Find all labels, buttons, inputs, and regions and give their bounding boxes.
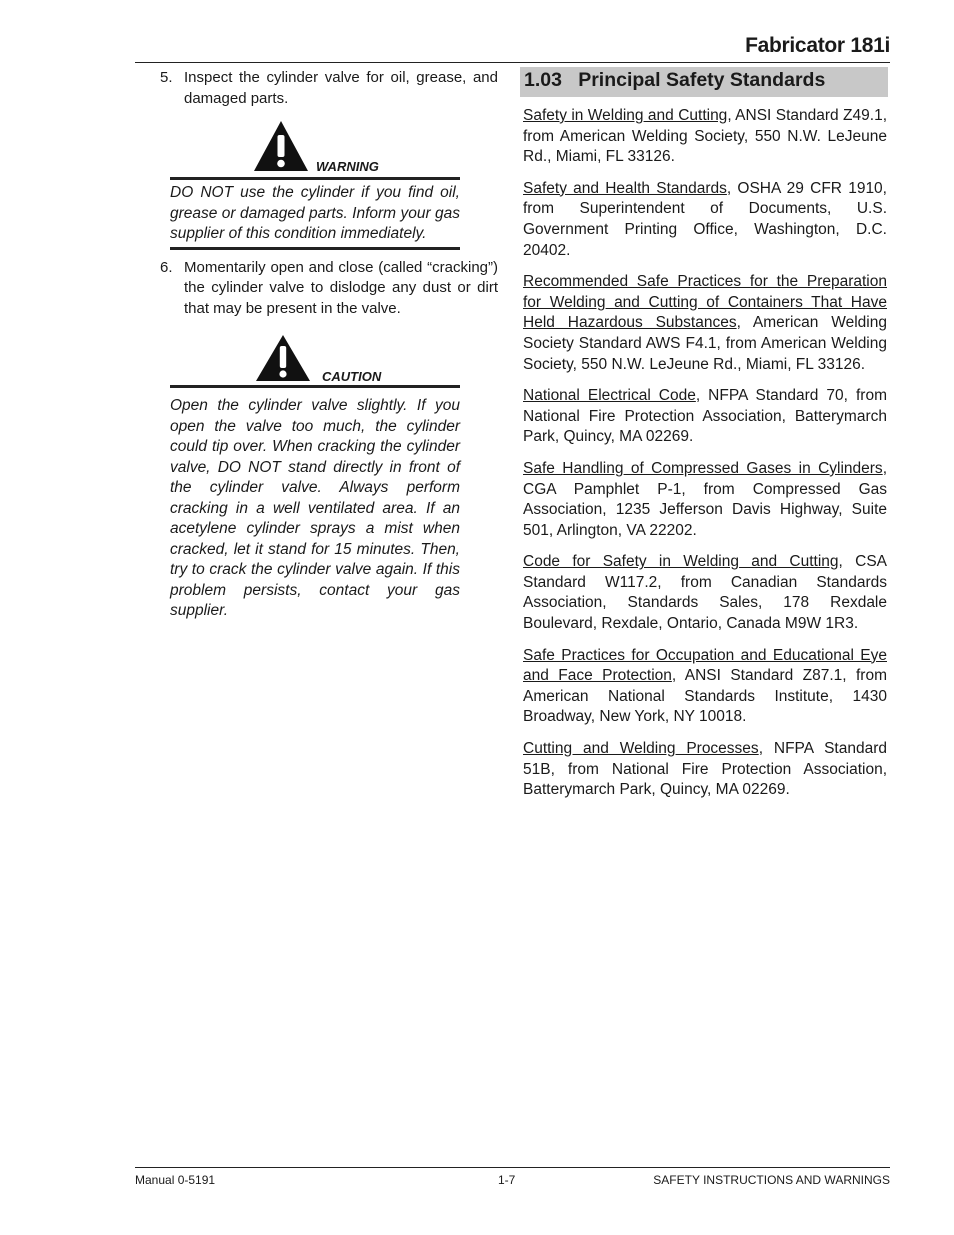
standard-reference [523, 272, 887, 375]
standards-list [523, 106, 887, 812]
standard-reference [523, 386, 887, 448]
step-text: Inspect the cylinder valve for oil, grease, and damaged parts. [184, 69, 498, 107]
step-number: 5. [160, 69, 173, 86]
warning-bottom-rule [170, 247, 460, 250]
standard-title: Safe Practices for Occupation and Educational Eye and Face Protection [523, 646, 887, 685]
standard-reference [523, 459, 887, 541]
warning-body: DO NOT use the cylinder if you find oil, grease or damaged parts. Inform your gas supplier of this condition immediately. [170, 184, 460, 242]
footer-divider [135, 1167, 890, 1168]
standard-title: Safety and Health Standards [523, 179, 727, 197]
footer-section-name: SAFETY INSTRUCTIONS AND WARNINGS [653, 1173, 890, 1187]
standard-reference [523, 179, 887, 261]
standard-title: National Electrical Code [523, 387, 696, 405]
footer-page-number: 1-7 [498, 1173, 516, 1187]
standard-details: , American Welding Society Standard AWS F4.1, from American Welding Society, 550 N.W. LeJeune Rd., Miami, FL 33126. [523, 314, 887, 373]
caution-label: CAUTION [322, 369, 382, 384]
standard-details: , CGA Pamphlet P-1, from Compressed Gas Association, 1235 Jefferson Davis Highway, Suite 501, Arlington, VA 22202. [523, 459, 887, 539]
standard-details: , OSHA 29 CFR 1910, from Superintendent of Documents, U.S. Government Printing Office, Washington, D.C. 20402. [523, 179, 887, 259]
standard-title: Recommended Safe Practices for the Preparation for Welding and Cutting of Containers That Have Held Hazardous Substances [523, 273, 887, 332]
caution-body: Open the cylinder valve slightly. If you open the valve too much, the cylinder could tip over. When cracking the cylinder valve, DO NOT stand directly in front of the cylinder valve. Always perform cracking in a well ventilated area. If an acetylene cylinder sprays a mist when cracked, let it stand for 15 minutes. Then, try to crack the cylinder valve again. If this problem persists, contact your gas supplier. [170, 397, 460, 619]
standard-title: Code for Safety in Welding and Cutting [523, 553, 839, 571]
standard-details: , NFPA Standard 70, from National Fire Protection Association, Batterymarch Park, Quincy, MA 02269. [523, 387, 887, 446]
step-number: 6. [160, 258, 173, 276]
step-5 [160, 68, 498, 109]
warning-label: WARNING [316, 159, 379, 174]
footer-manual-number: Manual 0-5191 [135, 1173, 216, 1187]
warning-triangle-icon [252, 119, 310, 173]
left-column [160, 68, 498, 622]
standard-reference [523, 646, 887, 728]
standard-title: Safety in Welding and Cutting [523, 107, 728, 124]
warning-notice [170, 119, 460, 250]
header-divider [135, 62, 890, 63]
standard-title: Cutting and Welding Processes [523, 740, 759, 758]
standard-title: Safe Handling of Compressed Gases in Cylinders [523, 459, 883, 477]
standard-reference [523, 552, 887, 634]
caution-triangle-icon [254, 333, 312, 383]
standard-reference [523, 106, 887, 168]
section-title: 1.03 Principal Safety Standards [524, 69, 826, 91]
step-text: Momentarily open and close (called “cracking”) the cylinder valve to dislodge any dust or dirt that may be present in the valve. [184, 258, 498, 317]
document-title: Fabricator 181i [745, 34, 890, 57]
step-6 [160, 258, 498, 320]
standard-details: , CSA Standard W117.2, from Canadian Standards Association, Standards Sales, 178 Rexdale Boulevard, Rexdale, Ontario, Canada M9W 1R3. [523, 553, 887, 633]
standard-reference [523, 739, 887, 801]
standard-details: , ANSI Standard Z87.1, from American National Standards Institute, 1430 Broadway, New York, NY 10018. [523, 667, 887, 726]
caution-notice [170, 333, 460, 622]
standard-details: , NFPA Standard 51B, from National Fire Protection Association, Batterymarch Park, Quincy, MA 02269. [523, 740, 887, 799]
standard-details: , ANSI Standard Z49.1, from American Welding Society, 550 N.W. LeJeune Rd., Miami, FL 33126. [523, 107, 887, 166]
